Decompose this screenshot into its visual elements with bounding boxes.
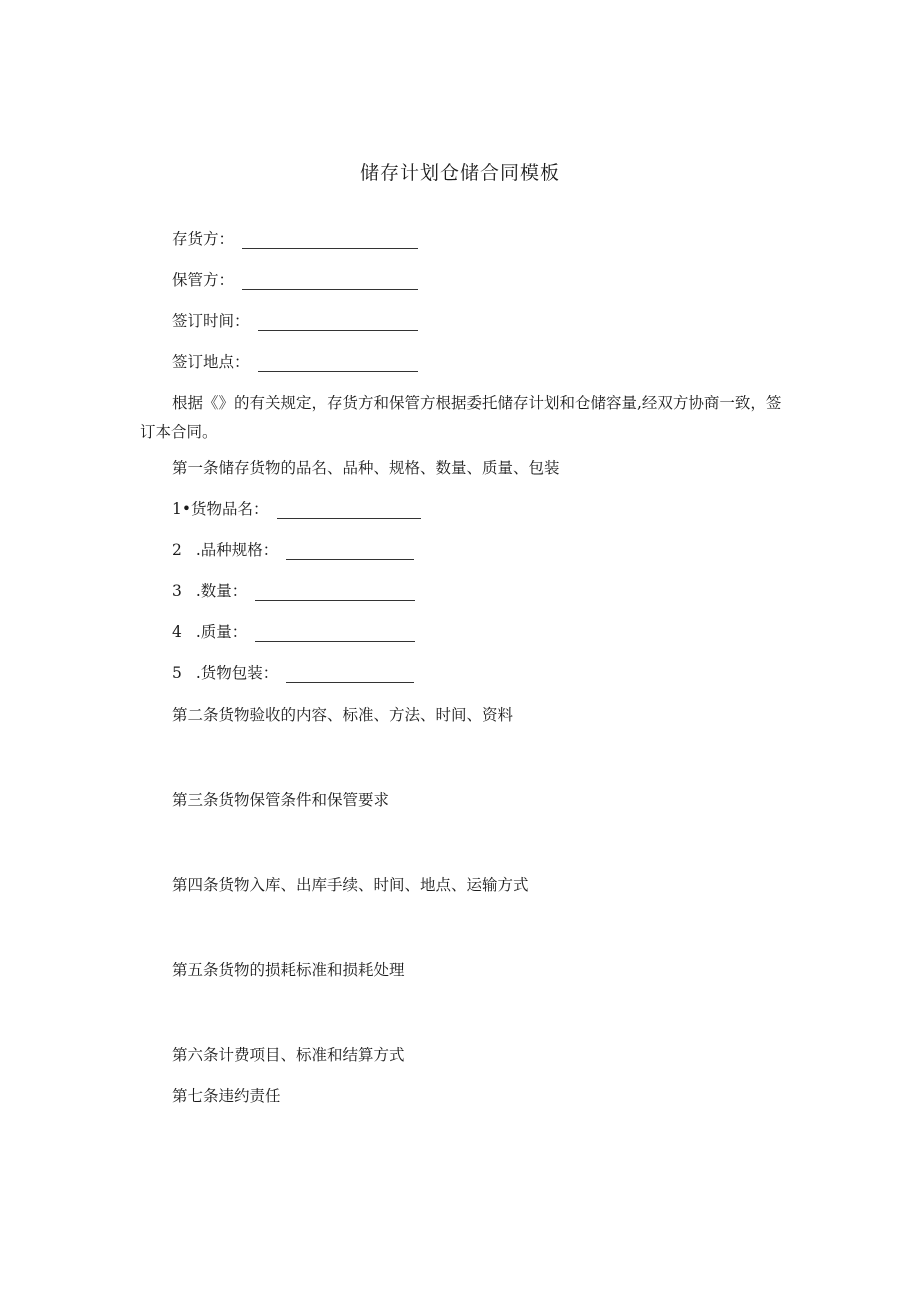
article-6-heading: 第六条计费项目、标准和结算方式 — [172, 1046, 405, 1064]
article-7-heading: 第七条违约责任 — [172, 1087, 281, 1105]
item-number: 3 — [172, 582, 182, 600]
item-goods-name — [172, 499, 421, 519]
item-label: .货物包装： — [195, 664, 279, 682]
sign-time-field — [172, 311, 418, 331]
sign-place-blank[interactable] — [258, 355, 418, 372]
depositor-blank[interactable] — [242, 232, 418, 249]
article-1-heading: 第一条储存货物的品名、品种、规格、数量、质量、包装 — [172, 459, 560, 477]
sign-time-label: 签订时间： — [172, 312, 250, 330]
article-3-heading: 第三条货物保管条件和保管要求 — [172, 791, 390, 809]
depositor-label: 存货方： — [172, 230, 235, 248]
sign-time-blank[interactable] — [258, 314, 418, 331]
sign-place-label: 签订地点： — [172, 353, 250, 371]
item-label: .品种规格： — [195, 541, 279, 559]
article-4-heading: 第四条货物入库、出库手续、时间、地点、运输方式 — [172, 876, 529, 894]
article-5-heading: 第五条货物的损耗标准和损耗处理 — [172, 961, 405, 979]
quantity-blank[interactable] — [255, 584, 415, 601]
item-quality — [172, 622, 415, 642]
variety-spec-blank[interactable] — [286, 543, 414, 560]
item-number: 2 — [172, 541, 182, 559]
item-number: 1• — [172, 500, 192, 518]
keeper-label: 保管方： — [172, 271, 235, 289]
depositor-field — [172, 229, 418, 249]
item-label: .数量： — [195, 582, 248, 600]
item-label: 货物品名： — [191, 500, 269, 518]
goods-name-blank[interactable] — [277, 502, 421, 519]
packaging-blank[interactable] — [286, 666, 414, 683]
item-label: .质量： — [195, 623, 248, 641]
keeper-blank[interactable] — [242, 273, 418, 290]
document-title: 储存计划仓储合同模板 — [359, 162, 560, 184]
item-quantity — [172, 581, 415, 601]
item-packaging — [172, 663, 414, 683]
item-variety-spec — [172, 540, 414, 560]
quality-blank[interactable] — [255, 625, 415, 642]
sign-place-field — [172, 352, 418, 372]
preamble-paragraph: 根据《》的有关规定，存货方和保管方根据委托储存计划和仓储容量,经双方协商一致，签订本合同。 — [140, 394, 782, 441]
keeper-field — [172, 270, 418, 290]
article-2-heading: 第二条货物验收的内容、标准、方法、时间、资料 — [172, 706, 514, 724]
item-number: 4 — [172, 623, 182, 641]
item-number: 5 — [172, 664, 182, 682]
